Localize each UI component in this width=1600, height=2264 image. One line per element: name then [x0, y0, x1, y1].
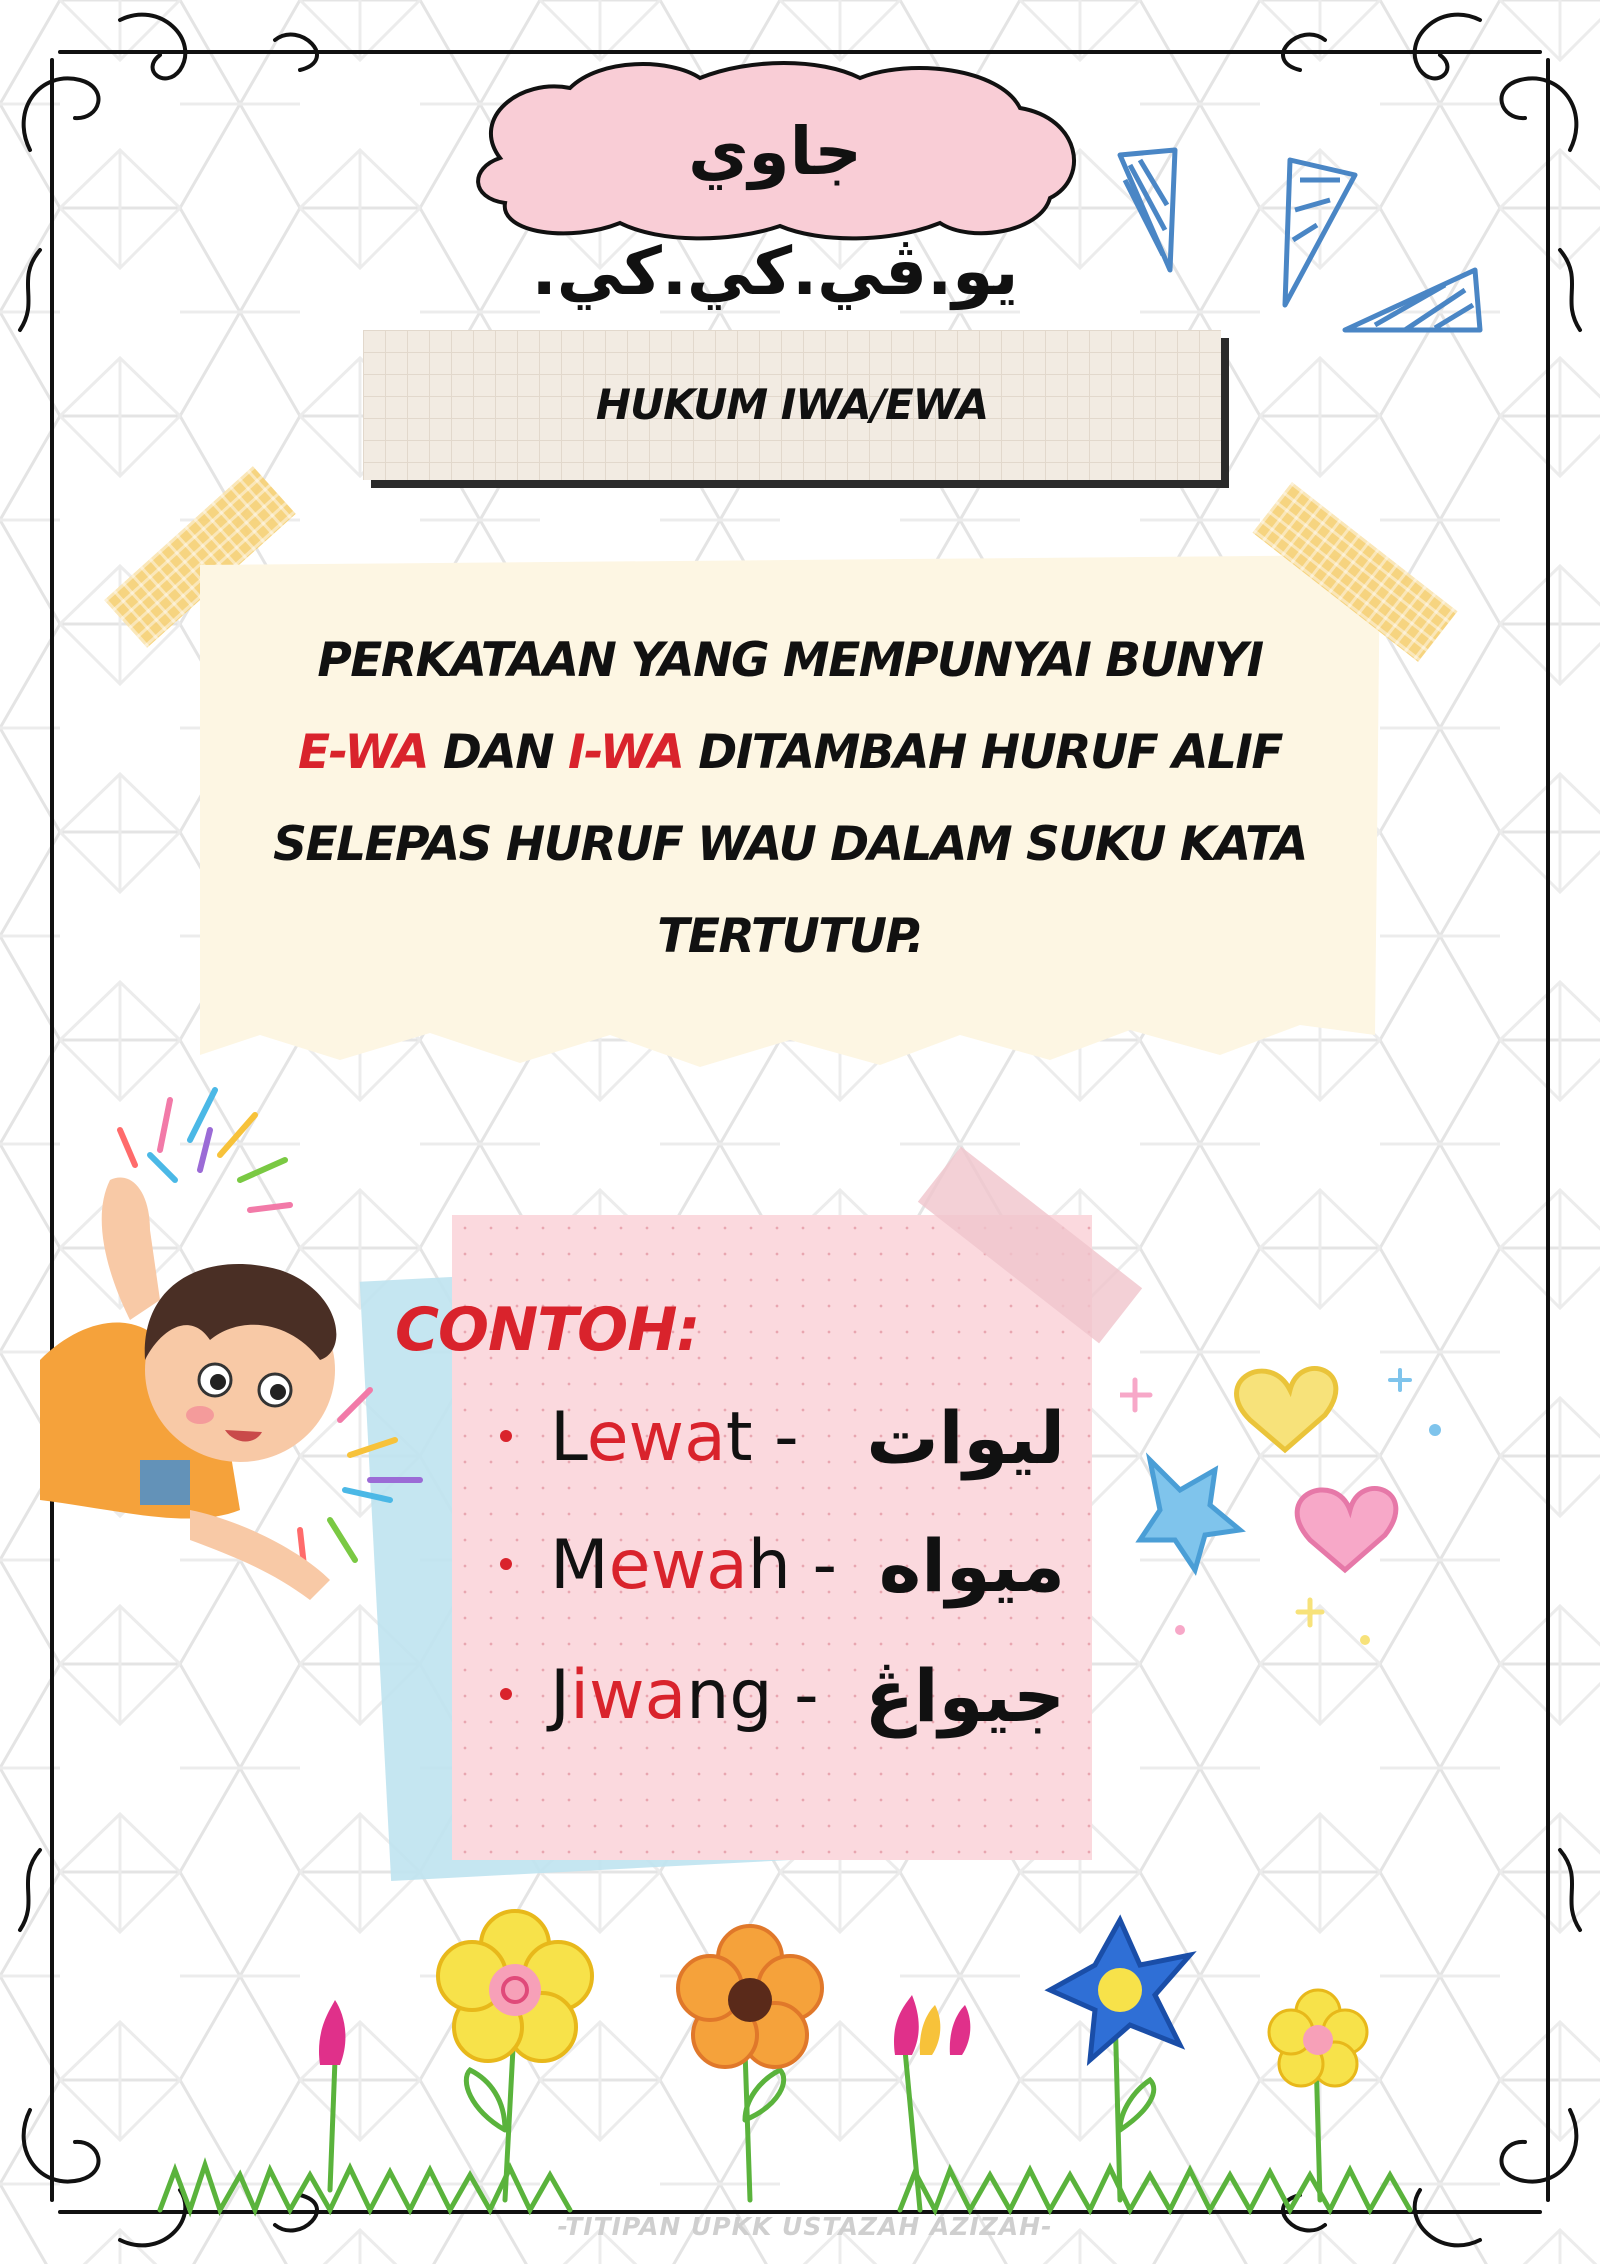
example-latin	[550, 1526, 837, 1606]
flower-garden	[0, 1880, 1600, 2264]
latin-part: h	[747, 1526, 791, 1605]
page-title: جاوي يو.ڤي.كي.كي.	[531, 113, 1019, 310]
latin-part: ng	[686, 1656, 773, 1735]
example-latin	[550, 1398, 799, 1478]
rule-line-2-end: DITAMBAH HURUF ALIF	[683, 725, 1282, 780]
example-item	[500, 1648, 1120, 1758]
boy-illustration	[40, 1060, 460, 1620]
examples-heading: CONTOH:	[395, 1295, 700, 1365]
latin-part: J	[550, 1656, 571, 1735]
header-box	[363, 330, 1221, 480]
latin-part: M	[550, 1526, 609, 1605]
rule-line-1: PERKATAAN YANG MEMPUNYAI BUNYI	[317, 633, 1263, 688]
highlight-iwa: I-WA	[568, 725, 684, 780]
latin-part: t	[725, 1398, 753, 1477]
doodle-decorations	[1120, 1340, 1480, 1660]
separator: -	[774, 1398, 799, 1477]
rule-line-3: SELEPAS HURUF WAU DALAM SUKU KATA	[273, 817, 1307, 872]
example-jawi: ميواه	[878, 1524, 1065, 1608]
example-item	[500, 1518, 1120, 1628]
example-item	[500, 1390, 1120, 1500]
rule-description	[240, 615, 1340, 983]
latin-highlight: ewa	[608, 1526, 748, 1605]
rule-line-2-mid: DAN	[428, 725, 568, 780]
example-jawi: ليوات	[866, 1396, 1065, 1480]
highlight-ewa: E-WA	[298, 725, 429, 780]
latin-highlight: iwa	[570, 1656, 687, 1735]
rule-line-2	[240, 707, 1340, 799]
rule-line-4: TERTUTUP.	[657, 909, 923, 964]
bullet-icon	[500, 1558, 512, 1570]
section-heading: HUKUM IWA/EWA	[595, 380, 989, 429]
latin-highlight: ewa	[586, 1398, 726, 1477]
example-latin	[550, 1656, 819, 1736]
credit-footer: -TITIPAN UPKK USTAZAH AZIZAH-	[557, 2212, 1053, 2241]
separator: -	[812, 1526, 838, 1605]
bullet-icon	[500, 1430, 512, 1442]
latin-part: L	[550, 1398, 587, 1477]
triangle-doodles	[1095, 120, 1515, 350]
bullet-icon	[500, 1688, 512, 1700]
separator: -	[794, 1656, 819, 1735]
example-jawi: جيواڠ	[864, 1654, 1065, 1738]
